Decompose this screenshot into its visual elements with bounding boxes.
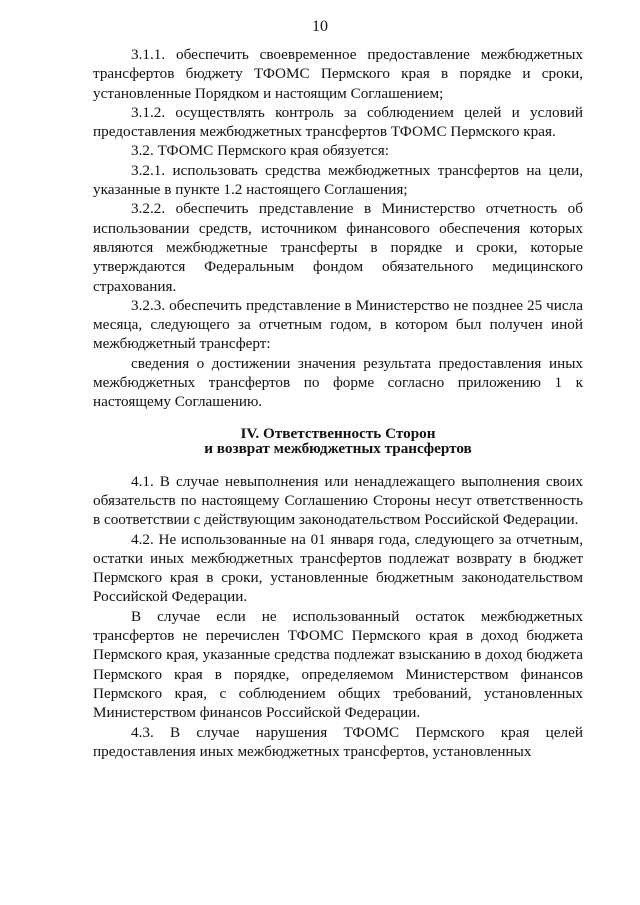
paragraph-svedeniya: сведения о достижении значения результата предоставления иных межбюджетных трансфертов по форме согласно приложению 1 к настоящему Соглашению. <box>93 354 583 411</box>
paragraph-3-2-1: 3.2.1. использовать средства межбюджетных трансфертов на цели, указанные в пункте 1.2 настоящего Соглашения; <box>93 161 583 199</box>
section-heading-line-2: и возврат межбюджетных трансфертов <box>204 439 472 457</box>
section-heading <box>93 426 583 456</box>
document-body <box>93 45 583 761</box>
paragraph-4-3: 4.3. В случае нарушения ТФОМС Пермского края целей предоставления иных межбюджетных трансфертов, установленных <box>93 723 583 760</box>
paragraph-3-2: 3.2. ТФОМС Пермского края обязуется: <box>131 142 389 160</box>
page-number: 10 <box>312 18 328 35</box>
section-heading-line-1: IV. Ответственность Сторон <box>240 424 436 442</box>
paragraph-4-2: 4.2. Не использованные на 01 января года, следующего за отчетным, остатки иных межбюджетных трансфертов подлежат возврату в бюджет Пермского края в сроки, установленные бюджетным законодательством Российской Федерации. <box>93 530 583 606</box>
paragraph-3-1-2: 3.1.2. осуществлять контроль за соблюдением целей и условий предоставления межбюджетных трансфертов ТФОМС Пермского края. <box>93 103 583 141</box>
paragraph-3-2-2: 3.2.2. обеспечить представление в Министерство отчетность об использовании средств, источником финансового обеспечения которых являются межбюджетные трансферты в порядке и сроки, которые утверждаются Федеральным фондом обязательного медицинского страхования. <box>93 200 583 295</box>
paragraph-v-sluchae: В случае если не использованный остаток межбюджетных трансфертов не перечислен ТФОМС Пермского края в доход бюджета Пермского края, указанные средства подлежат взысканию в доход бюджета Пермского края в порядке, определяемом Министерством финансов Пермского края, с соблюдением общих требований, установленных Министерством финансов Российской Федерации. <box>93 607 583 722</box>
paragraph-3-2-3: 3.2.3. обеспечить представление в Министерство не позднее 25 числа месяца, следующего за отчетным годом, в котором был получен иной межбюджетный трансферт: <box>93 296 583 353</box>
paragraph-3-1-1: 3.1.1. обеспечить своевременное предоставление межбюджетных трансфертов бюджету ТФОМС Пермского края в порядке и сроки, установленные Порядком и настоящим Соглашением; <box>93 46 583 102</box>
paragraph-4-1: 4.1. В случае невыполнения или ненадлежащего выполнения своих обязательств по настоящему Соглашению Стороны несут ответственность в соответствии с действующим законодательством Российской Федерации. <box>93 472 583 529</box>
